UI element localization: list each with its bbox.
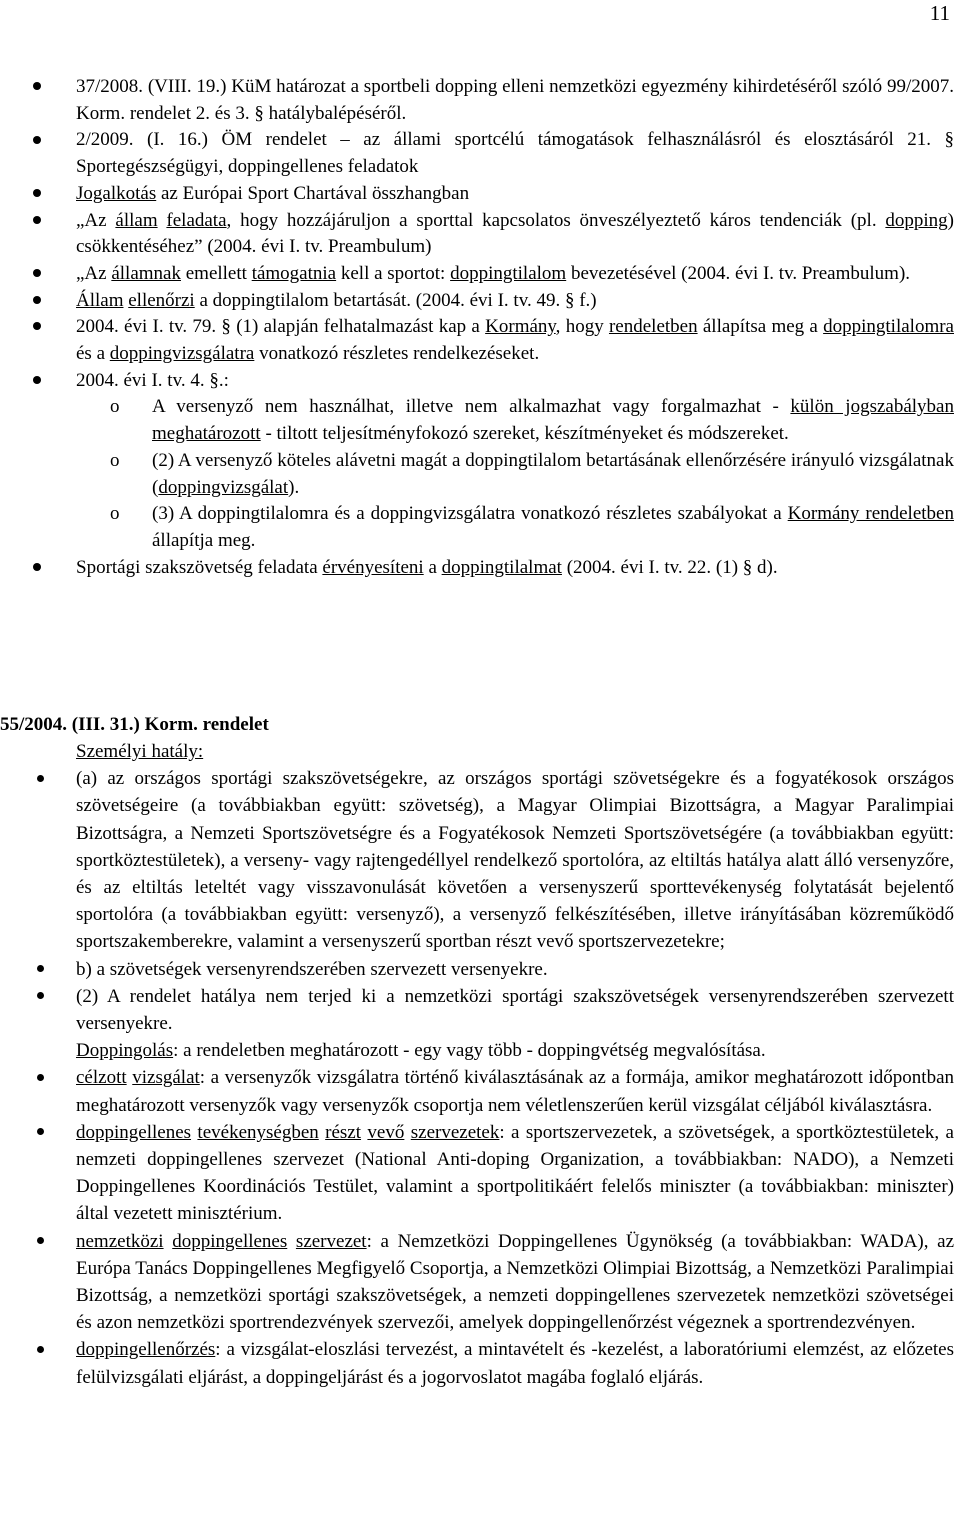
list-item	[0, 288, 960, 315]
underlined-term: érvényesíteni	[322, 556, 424, 578]
scope-label-text: Személyi hatály:	[76, 741, 204, 762]
underlined-term: nemzetközi	[76, 1230, 164, 1252]
text-segment: : a Nemzetközi Doppingellenes Ügynökség (a továbbiakban: WADA), az Európa Tanács Doppingellenes Megfigyelő Csoportja, a Nemzetközi Olimpiai Bizottság, a Nemzetközi Paralimpiai Bizottság, a nemzetközi sportági szakszövetségek, a nemzeti doppingellenes szervezetek nemzetközi szövetségei és azon nemzetközi sportrendezvények szervezői, amelyek doppingellenőrzést végeznek a sportrendezvényen.	[76, 1230, 955, 1334]
bullet-icon	[37, 1119, 44, 1146]
text-segment: (3) A doppingtilalomra és a doppingvizsgálatra vonatkozó részletes szabályokat a	[152, 503, 788, 525]
list-item	[0, 555, 960, 582]
text-segment: a doppingtilalom betartását. (2004. évi I. tv. 49. § f.)	[194, 289, 597, 311]
bullet-icon	[33, 368, 41, 395]
underlined-term: Kormány rendeletben	[787, 503, 954, 525]
list-item	[0, 314, 960, 367]
underlined-term: tevékenységben	[197, 1121, 319, 1143]
bullet-icon	[33, 555, 41, 582]
underlined-term: támogatnia	[251, 262, 337, 284]
section-heading: 55/2004. (III. 31.) Korm. rendelet	[0, 714, 269, 735]
text-segment: 2004. évi I. tv. 79. § (1) alapján felhatalmazást kap a	[76, 316, 486, 338]
text-segment: A versenyző nem használhat, illetve nem alkalmazhat vagy forgalmazhat -	[152, 396, 791, 418]
text-segment: bevezetésével (2004. évi I. tv. Preambulum).	[566, 262, 911, 284]
text-segment: - tiltott teljesítményfokozó szereket, készítményeket és módszereket.	[260, 423, 789, 445]
text-segment: „Az	[76, 262, 112, 284]
underlined-term: ellenőrzi	[128, 289, 195, 311]
text-segment	[164, 1231, 173, 1252]
text-segment: kell a sportot:	[336, 262, 451, 284]
text-segment	[287, 1231, 296, 1252]
text-segment: , hogy hozzájáruljon a sporttal kapcsolatos önveszélyeztető káros tendenciák (pl.	[226, 209, 886, 231]
underlined-term: dopping	[885, 209, 948, 231]
bullet-icon	[37, 956, 44, 983]
text-segment: ).	[288, 476, 300, 498]
text-segment: b) a szövetségek versenyrendszerében szervezett versenyekre.	[76, 958, 548, 980]
underlined-term: doppingellenes	[172, 1230, 288, 1252]
underlined-term: doppingtilalmat	[441, 556, 562, 578]
list-item	[0, 74, 960, 127]
underlined-term: külön jogszabályban meghatározott	[152, 396, 954, 445]
scope-item	[0, 983, 960, 1037]
underlined-term: szervezet	[295, 1230, 367, 1252]
sub-bullet-marker: o	[110, 503, 120, 525]
bullet-icon	[33, 288, 41, 315]
text-segment: 2004. évi I. tv. 4. §.:	[76, 369, 229, 391]
underlined-term: doppingtilalomra	[823, 316, 954, 338]
underlined-term: szervezetek	[410, 1121, 500, 1143]
text-segment: állapítja meg.	[152, 529, 256, 551]
bullet-icon	[33, 208, 41, 235]
scope-item	[0, 765, 960, 955]
bullet-icon	[37, 1064, 44, 1091]
underlined-term: államnak	[111, 262, 181, 284]
underlined-term: vevő	[367, 1121, 405, 1143]
underlined-term: célzott	[76, 1067, 127, 1089]
text-segment: (2004. évi I. tv. 22. (1) § d).	[561, 556, 778, 578]
underlined-term: feladata	[166, 209, 227, 231]
text-segment: vonatkozó részletes rendelkezéseket.	[254, 343, 540, 365]
definition-doping	[0, 1037, 960, 1064]
underlined-term: doppingvizsgálatra	[109, 343, 255, 365]
underlined-term: doppingellenes	[76, 1121, 192, 1143]
underlined-term: rendeletben	[608, 316, 698, 338]
sub-bullet-marker: o	[110, 396, 120, 418]
bullet-icon	[33, 261, 41, 288]
text-segment: : a vizsgálat-eloszlási tervezést, a mintavételt és -kezelést, a laboratóriumi elemzést, az előzetes felülvizsgálati eljárást, a doppingeljárást és a jogorvoslatot magába foglaló eljárás.	[76, 1339, 954, 1388]
government-decree-section	[0, 711, 960, 1391]
underlined-term: doppingvizsgálat	[158, 476, 289, 498]
scope-item	[0, 956, 960, 983]
page-number: 11	[929, 1, 950, 25]
text-segment: (2) A rendelet hatálya nem terjed ki a nemzetközi sportági szakszövetségek versenyrendszerében szervezett versenyekre.	[76, 985, 954, 1035]
underlined-term: részt	[325, 1121, 362, 1143]
text-segment: 37/2008. (VIII. 19.) KüM határozat a sportbeli dopping elleni nemzetközi egyezmény kihirdetéséről szóló 99/2007. Korm. rendelet 2. és 3. § hatálybalépéséről.	[76, 76, 954, 124]
bullet-icon	[37, 1336, 44, 1363]
text-segment: az Európai Sport Chartával összhangban	[156, 182, 470, 204]
definition-item	[0, 1336, 960, 1390]
text-segment: , hogy	[555, 316, 609, 338]
underlined-term: Jogalkotás	[76, 182, 157, 204]
underlined-term: Doppingolás	[76, 1040, 174, 1062]
underlined-term: Kormány	[485, 316, 556, 338]
sub-list-item	[0, 501, 960, 554]
text-segment: állapítsa meg a	[697, 316, 824, 338]
list-item	[0, 368, 960, 395]
text-segment: és a	[76, 343, 110, 365]
list-item	[0, 127, 960, 180]
bullet-icon	[37, 765, 44, 792]
bullet-icon	[33, 314, 41, 341]
doping-law-list	[0, 74, 960, 581]
scope-label	[0, 738, 960, 765]
text-segment: : a sportszervezetek, a szövetségek, a sportköztestületek, a nemzeti doppingellenes szervezet (National Anti-doping Organization, a továbbiakban: NADO), a Nemzeti Doppingellenes Koordinációs Testület, valamint a sportpolitikáért felelős miniszter (a továbbiakban: miniszter) által vezetett minisztérium.	[76, 1121, 954, 1225]
sub-list-item	[0, 394, 960, 447]
list-item	[0, 208, 960, 261]
bullet-icon	[37, 1228, 44, 1255]
text-segment: Sportági szakszövetség feladata	[76, 556, 323, 578]
sub-list-item	[0, 448, 960, 501]
list-item	[0, 181, 960, 208]
text-segment: : a versenyzők vizsgálatra történő kiválasztásának az a formája, amikor meghatározott időpontban meghatározott versenyzők vagy versenyzők csoportja nem véletlenszerűen kerül vizsgálat céljából kiválasztásra.	[76, 1067, 955, 1116]
definition-item	[0, 1119, 960, 1228]
bullet-icon	[33, 127, 41, 154]
text-segment: emellett	[180, 262, 252, 284]
text-segment: : a rendeletben meghatározott - egy vagy több - doppingvétség megvalósítása.	[173, 1040, 766, 1062]
underlined-term: állam	[115, 209, 158, 231]
bullet-icon	[33, 181, 41, 208]
text-segment: „Az	[76, 209, 116, 231]
definition-item	[0, 1064, 960, 1118]
definition-item	[0, 1228, 960, 1337]
text-segment: ) csökkentéséhez” (2004. évi I. tv. Preambulum)	[76, 209, 954, 258]
underlined-term: doppingtilalom	[450, 262, 567, 284]
underlined-term: Állam	[76, 289, 124, 311]
underlined-term: doppingellenőrzés	[76, 1339, 216, 1361]
list-item	[0, 261, 960, 288]
sub-bullet-marker: o	[110, 449, 120, 471]
text-segment: (a) az országos sportági szakszövetségekre, az országos sportági szövetségekre és a fogyatékosok országos szövetségeire (a továbbiakban együtt: szövetség), a Magyar Olimpiai Bizottságra, a Magyar Paralimpiai Bizottságra, a Nemzeti Sportszövetségre és a Fogyatékosok Nemzeti Sportszövetségére (a továbbiakban együtt: sportköztestületek), a verseny- vagy rajtengedéllyel rendelkező sportolóra, az eltiltás hatálya alatt álló versenyzőre, és az eltiltás leteltét vagy visszavonulását követően a versenyszerű sporttevékenység folytatását bejelentő sportolóra (a továbbiakban együtt: versenyző), a versenyző felkészítésében, illetve irányításában közreműködő sportszakemberekre, valamint a versenyszerű sportban részt vevő sportszervezetekre;	[76, 768, 954, 953]
text-segment: a	[423, 556, 442, 578]
bullet-icon	[33, 74, 41, 101]
text-segment: (2) A versenyző köteles alávetni magát a doppingtilalom betartásának ellenőrzésére irányuló vizsgálatnak (	[152, 449, 954, 498]
bullet-icon	[37, 983, 44, 1010]
underlined-term: vizsgálat	[132, 1067, 200, 1089]
text-segment: 2/2009. (I. 16.) ÖM rendelet – az állami sportcélú támogatások felhasználásról és elosztásáról 21. § Sportegészségügyi, doppingellenes feladatok	[76, 129, 954, 178]
